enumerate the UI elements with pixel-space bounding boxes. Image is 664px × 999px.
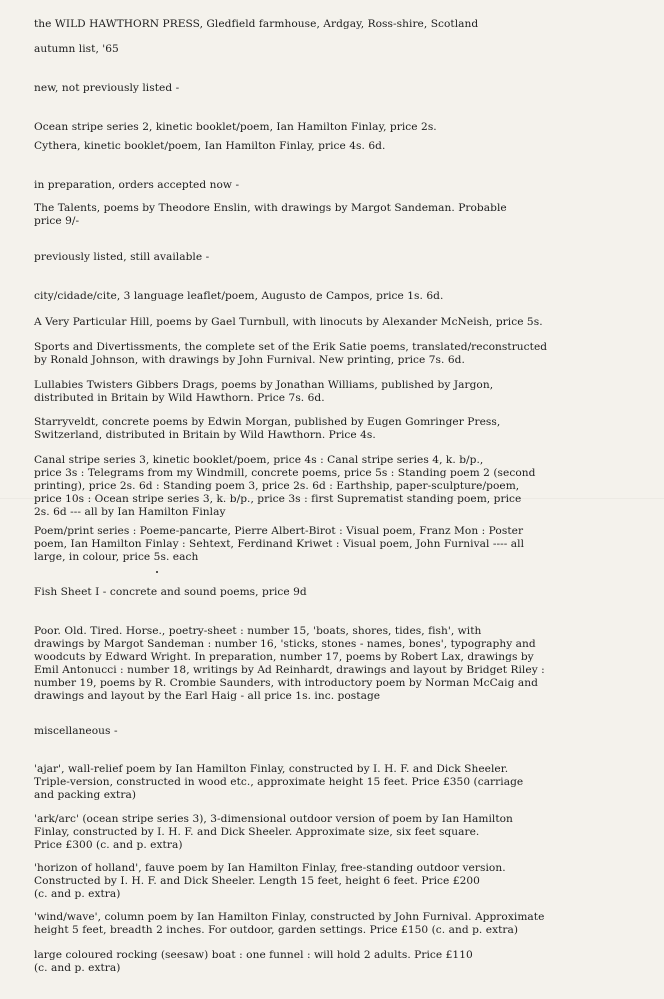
entry-canal-stripe-series: Canal stripe series 3, kinetic booklet/poem, price 4s : Canal stripe series 4, k. b/p., price 3s : Telegrams from my Windmill, concrete poems, price 5s : Standing poem 2 (second printing), price 2s. 6d : Standing poem 3, price 2s. 6d : Earthship, paper-sculpture/poem, price 10s : Ocean stripe series 3, k. b/p., price 3s : first Suprematist standing poem, price 2s. 6d --- all by Ian Hamilton Finlay [34,454,536,518]
entry-rocking-boat: large coloured rocking (seesaw) boat : one funnel : will hold 2 adults. Price £110 (c. and p. extra) [34,949,473,974]
entry-horizon-of-holland: 'horizon of holland', fauve poem by Ian Hamilton Finlay, free-standing outdoor version. Constructed by I. H. F. and Dick Sheeler. Length 15 feet, height 6 feet. Price £200 (c. and p. extra) [34,862,506,900]
section-heading-miscellaneous: miscellaneous - [34,725,118,737]
entry-starryveldt: Starryveldt, concrete poems by Edwin Morgan, published by Eugen Gomringer Press, Switzerland, distributed in Britain by Wild Hawthorn. Price 4s. [34,416,501,441]
section-heading-previously-listed: previously listed, still available - [34,251,210,263]
entry-ajar: 'ajar', wall-relief poem by Ian Hamilton Finlay, constructed by I. H. F. and Dick Sheeler. Triple-version, constructed in wood etc., approximate height 15 feet. Price £350 (carriage and packing extra) [34,763,524,801]
entry-sports-and-divertissments: Sports and Divertissments, the complete set of the Erik Satie poems, translated/reconstructed by Ronald Johnson, with drawings by John Furnival. New printing, price 7s. 6d. [34,341,548,366]
entry-the-talents: The Talents, poems by Theodore Enslin, with drawings by Margot Sandeman. Probable price 9/- [34,202,507,227]
entry-ocean-stripe-2: Ocean stripe series 2, kinetic booklet/poem, Ian Hamilton Finlay, price 2s. [34,121,437,133]
entry-poor-old-tired-horse: Poor. Old. Tired. Horse., poetry-sheet : number 15, 'boats, shores, tides, fish', with drawings by Margot Sandeman : number 16, 'sticks, stones - names, bones', typography and woodcuts by Edward Wright. In preparation, number 17, poems by Robert Lax, drawings by Emil Antonucci : number 18, writings by Ad Reinhardt, drawings and layout by Bridget Riley : number 19, poems by R. Crombie Saunders, with introductory poem by Norman McCaig and drawings and layout by the Earl Haig - all price 1s. inc. postage [34,625,545,702]
entry-city-cidade-cite: city/cidade/cite, 3 language leaflet/poem, Augusto de Campos, price 1s. 6d. [34,290,444,302]
entry-lullabies: Lullabies Twisters Gibbers Drags, poems by Jonathan Williams, published by Jargon, distributed in Britain by Wild Hawthorn. Price 7s. 6d. [34,379,494,404]
entry-fish-sheet: Fish Sheet I - concrete and sound poems, price 9d [34,586,307,598]
list-title: autumn list, '65 [34,43,119,55]
entry-wind-wave: 'wind/wave', column poem by Ian Hamilton Finlay, constructed by John Furnival. Approximate height 5 feet, breadth 2 inches. For outdoor, garden settings. Price £150 (c. and p. extra) [34,911,545,936]
section-heading-new: new, not previously listed - [34,82,180,94]
ink-speck [156,571,158,573]
entry-very-particular-hill: A Very Particular Hill, poems by Gael Turnbull, with linocuts by Alexander McNeish, price 5s. [34,316,543,328]
entry-cythera: Cythera, kinetic booklet/poem, Ian Hamilton Finlay, price 4s. 6d. [34,140,386,152]
press-header: the WILD HAWTHORN PRESS, Gledfield farmhouse, Ardgay, Ross-shire, Scotland [34,18,479,30]
section-heading-in-preparation: in preparation, orders accepted now - [34,179,240,191]
entry-ark-arc: 'ark/arc' (ocean stripe series 3), 3-dimensional outdoor version of poem by Ian Hamilton Finlay, constructed by I. H. F. and Dick Sheeler. Approximate size, six feet square. Price £300 (c. and p. extra) [34,813,513,851]
entry-poem-print-series: Poem/print series : Poeme-pancarte, Pierre Albert-Birot : Visual poem, Franz Mon : Poster poem, Ian Hamilton Finlay : Sehtext, Ferdinand Kriwet : Visual poem, John Furnival ---- all large, in colour, price 5s. each [34,525,525,563]
